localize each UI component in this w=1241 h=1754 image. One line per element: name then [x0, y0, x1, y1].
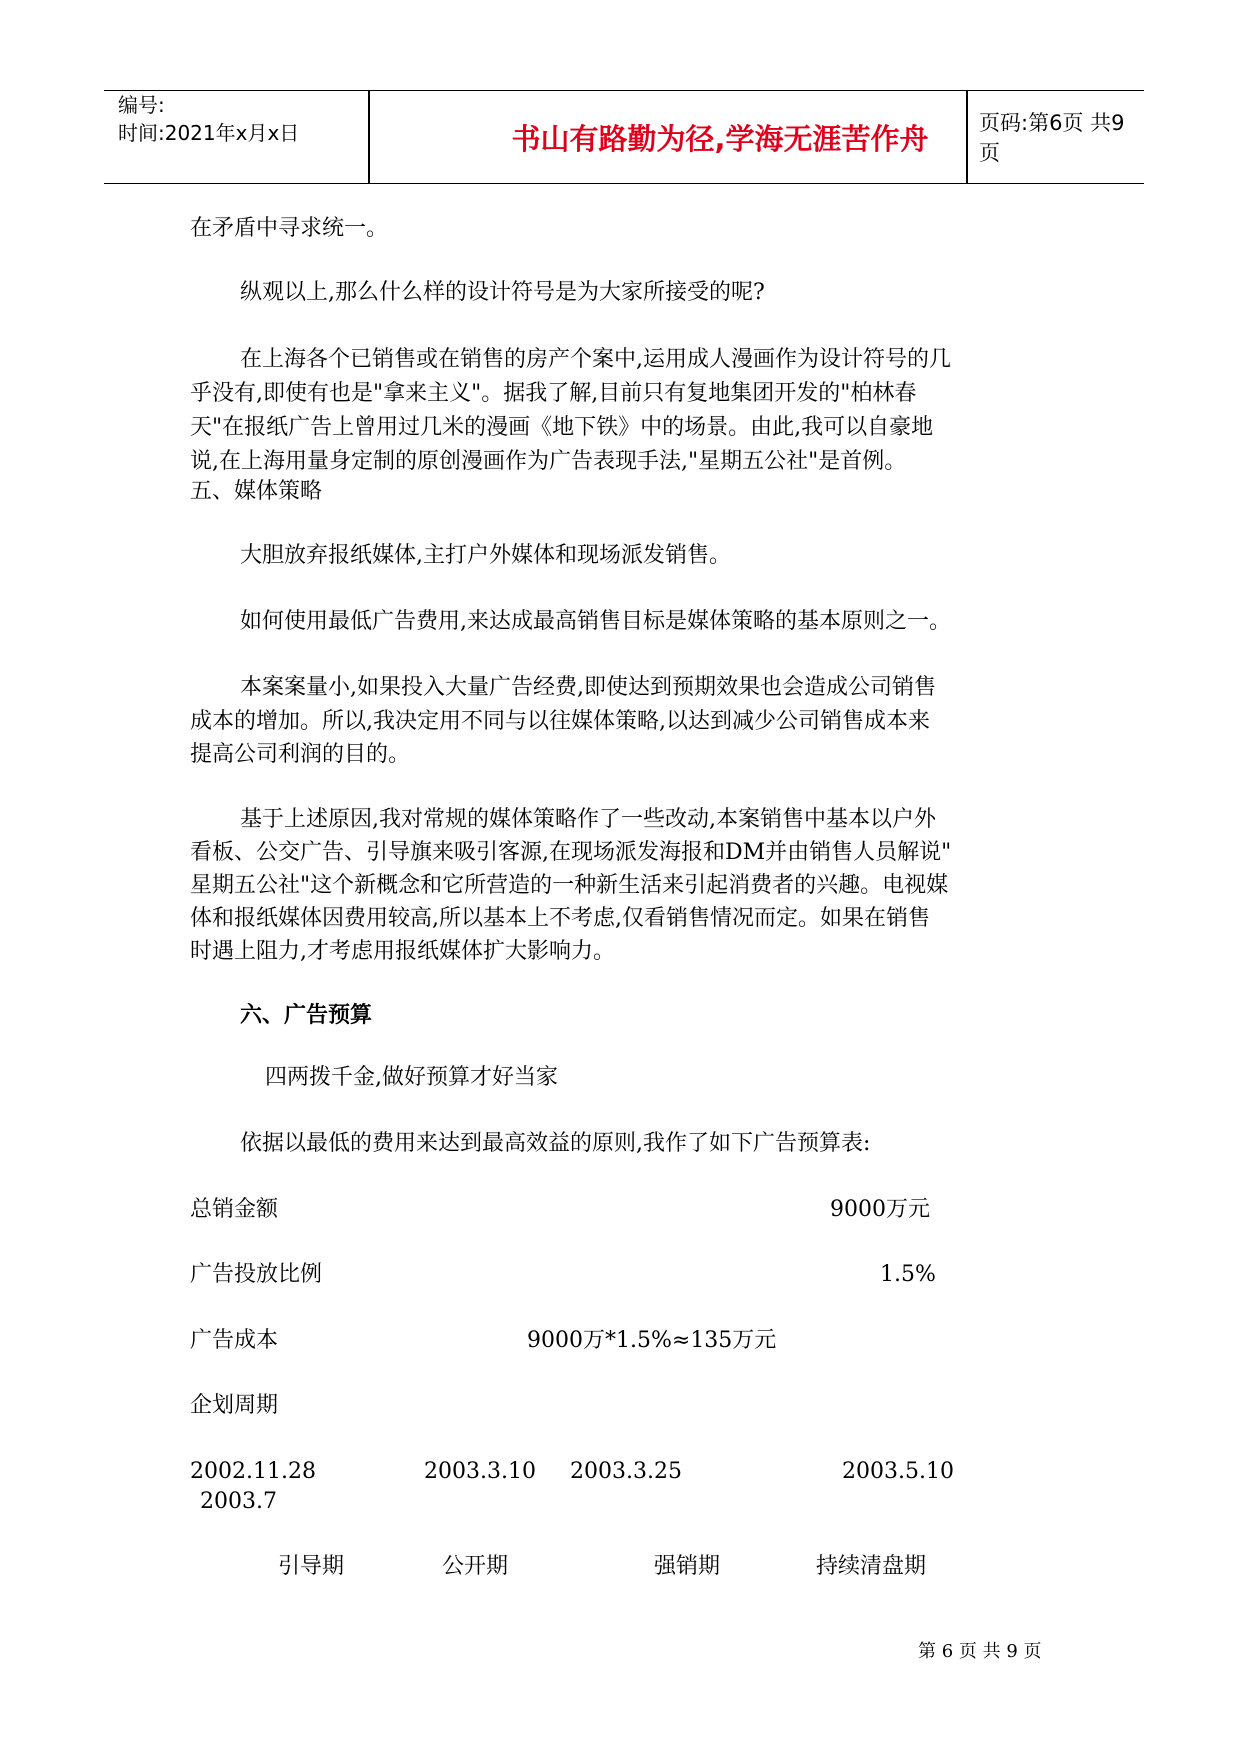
paragraph-line: 天"在报纸广告上曾用过几米的漫画《地下铁》中的场景。由此,我可以自豪地	[190, 415, 934, 440]
budget-value: 1.5%	[880, 1262, 936, 1287]
period-date: 2003.3.25	[570, 1459, 682, 1484]
section-heading: 五、媒体策略	[190, 479, 323, 504]
paragraph: 四两拨千金,做好预算才好当家	[265, 1065, 558, 1090]
paragraph: 纵观以上,那么什么样的设计符号是为大家所接受的呢?	[240, 280, 765, 305]
header-page-info: 页码:第6页 共9页	[979, 111, 1125, 165]
paragraph-line: 看板、公交广告、引导旗来吸引客源,在现场派发海报和DM并由销售人员解说"	[190, 840, 952, 865]
period-date: 2003.5.10	[842, 1459, 954, 1484]
budget-label: 总销金额	[190, 1197, 279, 1222]
paragraph-line: 本案案量小,如果投入大量广告经费,即使达到预期效果也会造成公司销售	[240, 675, 936, 700]
paragraph-line: 提高公司利润的目的。	[190, 742, 411, 767]
budget-label: 广告成本	[190, 1328, 279, 1353]
header-motto: 书山有路勤为径,学海无涯苦作舟	[511, 121, 929, 156]
paragraph: 如何使用最低广告费用,来达成最高销售目标是媒体策略的基本原则之一。	[240, 609, 951, 634]
budget-label: 广告投放比例	[190, 1262, 323, 1287]
paragraph: 在矛盾中寻求统一。	[190, 216, 389, 241]
header-divider	[966, 91, 968, 183]
budget-value: 9000万*1.5%≈135万元	[527, 1328, 777, 1353]
period-phase: 强销期	[654, 1554, 721, 1579]
number-label: 编号:	[118, 93, 165, 117]
page-header	[104, 90, 1144, 184]
header-divider	[368, 91, 370, 183]
paragraph: 大胆放弃报纸媒体,主打户外媒体和现场派发销售。	[240, 543, 731, 568]
paragraph-line: 在上海各个已销售或在销售的房产个案中,运用成人漫画作为设计符号的几	[240, 347, 951, 372]
section-heading: 六、广告预算	[240, 1003, 373, 1028]
paragraph-line: 体和报纸媒体因费用较高,所以基本上不考虑,仅看销售情况而定。如果在销售	[190, 906, 930, 931]
budget-label: 企划周期	[190, 1393, 279, 1418]
paragraph-line: 乎没有,即使有也是"拿来主义"。据我了解,目前只有复地集团开发的"柏林春	[190, 381, 917, 406]
paragraph-line: 成本的增加。所以,我决定用不同与以往媒体策略,以达到减少公司销售成本来	[190, 709, 930, 734]
period-phase: 公开期	[442, 1554, 509, 1579]
period-phase: 引导期	[278, 1554, 345, 1579]
paragraph-line: 说,在上海用量身定制的原创漫画作为广告表现手法,"星期五公社"是首例。	[190, 449, 907, 474]
paragraph-line: 时遇上阻力,才考虑用报纸媒体扩大影响力。	[190, 939, 615, 964]
budget-value: 9000万元	[830, 1197, 930, 1222]
paragraph-line: 星期五公社"这个新概念和它所营造的一种新生活来引起消费者的兴趣。电视媒	[190, 873, 949, 898]
paragraph-line: 基于上述原因,我对常规的媒体策略作了一些改动,本案销售中基本以户外	[240, 807, 936, 832]
period-date: 2002.11.28	[190, 1459, 316, 1484]
period-phase: 持续清盘期	[816, 1554, 927, 1579]
paragraph: 依据以最低的费用来达到最高效益的原则,我作了如下广告预算表:	[240, 1131, 871, 1156]
period-date: 2003.7	[200, 1489, 277, 1514]
period-date: 2003.3.10	[424, 1459, 536, 1484]
header-left	[118, 91, 299, 147]
time-label: 时间:2021年x月x日	[118, 121, 300, 145]
page-footer: 第 6 页 共 9 页	[918, 1641, 1042, 1662]
